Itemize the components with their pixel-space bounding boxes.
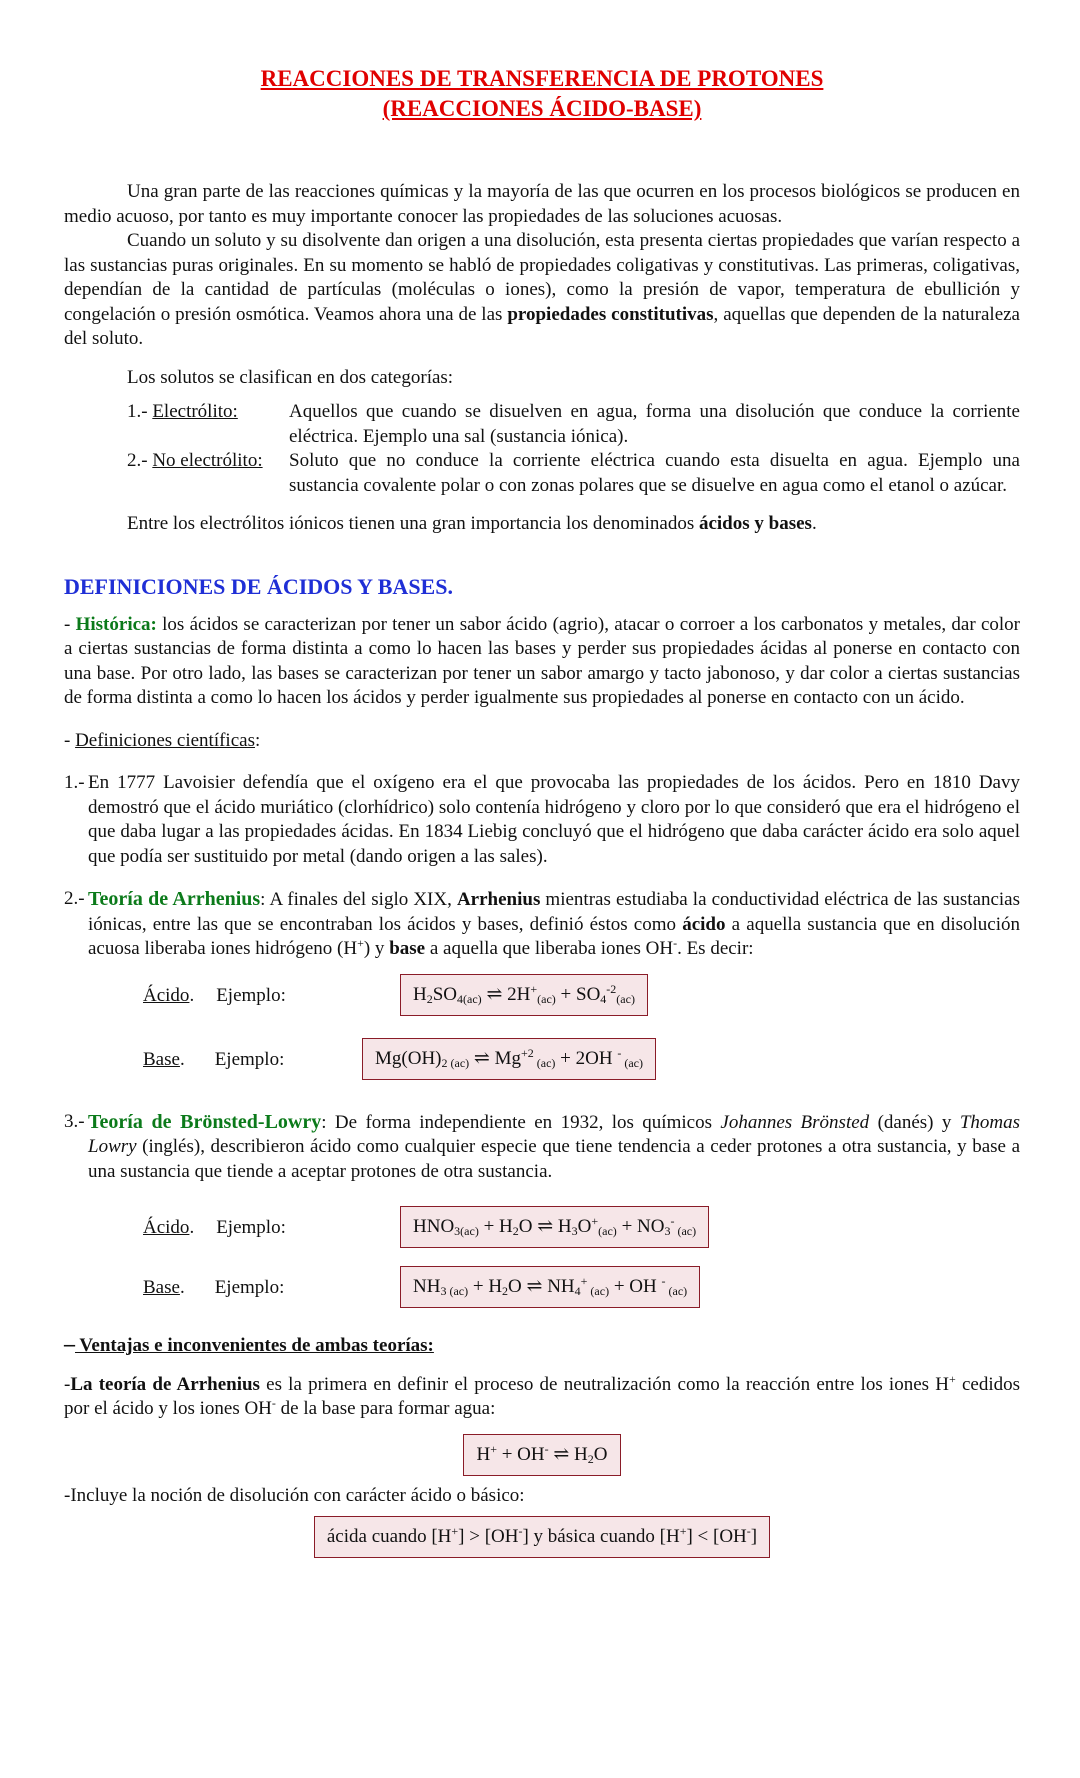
example-label — [143, 984, 286, 1009]
label-dot: . — [189, 984, 195, 1006]
ejemplo-label: Ejemplo: — [216, 1217, 286, 1238]
bronsted-acid-example — [64, 1206, 1020, 1250]
eq-sub: 3 — [664, 1224, 671, 1238]
eq-sub: 3(ac) — [454, 1224, 479, 1238]
eq-sub: (ac) — [621, 1055, 643, 1070]
definition-item-2 — [64, 887, 1020, 962]
eq-text: + 2OH — [555, 1047, 618, 1069]
historica-paragraph — [64, 613, 1020, 711]
example-label — [143, 1276, 284, 1301]
ventajas-p1-text-b: cedidos por el ácido y los iones OH — [64, 1373, 1020, 1419]
arrhenius-sup-plus: + — [357, 936, 364, 950]
intro-p4-text: Entre los electrólitos iónicos tienen una gran importancia los denominados — [127, 513, 699, 534]
eq-sup: - — [661, 1274, 666, 1288]
label-dot: . — [179, 1277, 185, 1298]
water-equation-box — [463, 1434, 620, 1476]
arrhenius-text-c: mientras estudiaba la conductividad eléctrica de las sustancias iónicas, entre las que se encontraban los ácidos y bases, definió éstos como — [88, 889, 1020, 935]
bronsted-text-e: (inglés), describieron ácido como cualquier especie que tiene tendencia a ceder protones a otra sustancia, y base a una sustancia que tiende a aceptar protones de otra sustancia. — [88, 1136, 1020, 1182]
intro-paragraph-3: Los solutos se clasifican en dos categorías: — [127, 366, 454, 388]
intro-paragraph-1: Una gran parte de las reacciones químicas y la mayoría de las que ocurren en los procesos biológicos se producen en medio acuoso, por tanto es muy importante conocer las propiedades de las soluciones acuosas. — [64, 181, 1020, 227]
eq-text: + NO — [616, 1216, 665, 1237]
eq-text: HNO — [413, 1216, 455, 1237]
eq-sup: + — [591, 1214, 599, 1228]
eq-text: ] — [750, 1526, 758, 1547]
ventajas-p1-text-a: es la primera en definir el proceso de neutralización como la reacción entre los iones H — [259, 1373, 949, 1395]
arrhenius-text-i: . Es decir: — [677, 938, 754, 959]
eq-sub: (ac) — [674, 1224, 697, 1238]
character-equation-box — [314, 1516, 770, 1558]
equation-box — [400, 974, 648, 1016]
eq-text: Mg(OH) — [375, 1047, 442, 1069]
eq-text: ] > [OH — [458, 1526, 519, 1547]
eq-sup: - — [746, 1524, 751, 1538]
arrhenius-text-f: ) y — [363, 938, 390, 959]
cientificas-heading — [64, 729, 1020, 754]
eq-sup: + — [679, 1524, 687, 1538]
arrhenius-bold-name: Arrhenius — [456, 889, 541, 910]
eq-sub: (ac) — [537, 991, 556, 1006]
ventajas-heading-text: Ventajas e inconvenientes de ambas teorías: — [75, 1335, 434, 1356]
eq-sub: 4 — [574, 1284, 581, 1298]
category-term-1 — [127, 400, 289, 449]
eq-sub: 2 (ac) — [441, 1055, 470, 1070]
eq-sup: - — [617, 1045, 622, 1060]
cientificas-colon: : — [254, 729, 261, 751]
equation-box — [400, 1206, 709, 1248]
intro-p2-end: , aquellas que dependen de la naturaleza del soluto. — [64, 303, 1020, 349]
eq-text: + SO — [555, 983, 601, 1005]
eq-sub: 2 — [587, 1451, 594, 1466]
bronsted-name: Johannes Brönsted — [720, 1111, 870, 1133]
eq-text: ⇌ H — [548, 1443, 588, 1465]
eq-sub: 2 — [512, 1224, 519, 1238]
definition-item-3 — [64, 1110, 1020, 1185]
eq-sup: -2 — [606, 981, 617, 996]
example-label — [143, 1216, 286, 1241]
solute-categories-list — [127, 400, 1020, 498]
eq-text: SO — [432, 983, 458, 1005]
item-number-2: 2.- — [64, 888, 85, 909]
page-title: REACCIONES DE TRANSFERENCIA DE PROTONES — [260, 66, 824, 91]
eq-sub: 2 — [426, 991, 433, 1006]
eq-sub: 4 — [600, 991, 607, 1006]
item-text-2 — [88, 887, 1020, 962]
category-label-2: No electrólito: — [152, 450, 263, 471]
eq-text: ácida cuando [H — [326, 1526, 452, 1547]
water-equation-row — [64, 1434, 1020, 1476]
category-label-1: Electrólito: — [152, 401, 238, 422]
section-heading-definitions: DEFINICIONES DE ÁCIDOS Y BASES. — [64, 573, 453, 599]
category-term-2 — [127, 449, 289, 498]
eq-sub: 4(ac) — [457, 991, 482, 1006]
equation-box — [362, 1038, 656, 1080]
character-equation-row — [64, 1516, 1020, 1558]
arrhenius-text-h: a aquella que liberaba iones OH — [425, 938, 674, 959]
ventajas-paragraph-1 — [64, 1373, 1020, 1422]
bronsted-label: Teoría de Brönsted-Lowry — [88, 1110, 322, 1133]
cientificas-prefix: - — [64, 729, 76, 751]
ventajas-dash: – — [64, 1331, 75, 1356]
eq-sup: - — [544, 1441, 549, 1456]
ventajas-p1-bold: La teoría de Arrhenius — [70, 1373, 260, 1395]
acido-label: Ácido — [143, 984, 190, 1006]
label-dot: . — [179, 1048, 185, 1070]
label-dot: . — [189, 1217, 195, 1238]
eq-text: O ⇌ H — [518, 1216, 572, 1237]
category-desc-1: Aquellos que cuando se disuelven en agua, forma una disolución que conduce la corriente eléctrica. Ejemplo una sal (sustancia iónica). — [289, 401, 1020, 447]
base-label: Base — [143, 1048, 180, 1070]
definition-item-1 — [64, 771, 1020, 869]
eq-text: + OH — [496, 1443, 545, 1465]
eq-text: O — [593, 1443, 608, 1465]
ejemplo-label: Ejemplo: — [216, 984, 286, 1006]
historica-prefix: - — [64, 613, 76, 635]
eq-sub: 3 — [571, 1224, 578, 1238]
item-text-1: En 1777 Lavoisier defendía que el oxígeno era el que provocaba las propiedades de los ácidos. Pero en 1810 Davy demostró que el ácido muriático (clorhídrico) solo contenía hidrógeno y cloro por lo que consideró que era el hidrógeno el que daba lugar a las propiedades ácidas. En 1834 Liebig concluyó que el hidrógeno que daba carácter ácido era solo aquel que podía ser sustituido por metal (dando origen a las sales). — [88, 772, 1020, 867]
arrhenius-label: Teoría de Arrhenius — [88, 888, 261, 910]
intro-paragraph-4 — [64, 512, 1020, 537]
arrhenius-text-e: a aquella sustancia que en disolución acuosa liberaba iones hidrógeno (H — [88, 913, 1021, 959]
eq-sub: 3 (ac) — [440, 1284, 469, 1298]
eq-sub: 2 — [502, 1284, 509, 1298]
ventajas-p1-sup-plus: + — [948, 1371, 956, 1386]
eq-text: H — [413, 983, 427, 1005]
intro-p2-text: Cuando un soluto y su disolvente dan origen a una disolución, esta presenta ciertas propiedades que varían respecto a las sustancias puras originales. En su momento se habló de propiedades coligativas y constitutivas. Las primeras, coligativas, dependían de la cantidad de partículas (moléculas o iones), como la presión de vapor, temperatura de ebullición y congelación o presión osmótica. Veamos ahora una de las — [64, 230, 1020, 325]
ventajas-p1-text-c: de la base para formar agua: — [275, 1398, 496, 1419]
ventajas-paragraph-2: -Incluye la noción de disolución con carácter ácido o básico: — [64, 1484, 525, 1506]
item-number-1: 1.- — [64, 772, 85, 793]
eq-sub: (ac) — [587, 1284, 610, 1298]
arrhenius-text-a: : A finales del siglo XIX, — [260, 889, 457, 910]
example-label — [143, 1048, 284, 1073]
bronsted-text-c: (danés) y — [869, 1111, 960, 1133]
category-num-1: 1.- — [127, 401, 153, 422]
eq-sup: - — [670, 1214, 675, 1228]
intro-p4-bold: ácidos y bases — [698, 513, 812, 534]
eq-sub: (ac) — [598, 1224, 617, 1238]
base-label: Base — [143, 1277, 180, 1298]
ventajas-heading — [64, 1332, 1020, 1359]
intro-p2-bold: propiedades constitutivas — [507, 303, 714, 325]
eq-sup: + — [530, 981, 538, 996]
eq-text: ⇌ Mg — [469, 1047, 521, 1069]
document-content — [64, 64, 1020, 1558]
category-desc-2: Soluto que no conduce la corriente eléctrica cuando esta disuelta en agua. Ejemplo una sustancia covalente polar o con zonas polares que se disuelve en agua como el etanol o azúcar. — [289, 450, 1020, 496]
eq-sup: +2 — [520, 1045, 534, 1060]
eq-text: NH — [413, 1276, 441, 1297]
item-number-3: 3.- — [64, 1110, 85, 1132]
eq-sup: - — [518, 1524, 523, 1538]
cientificas-label: Definiciones científicas — [75, 729, 255, 751]
lowry-name: Thomas Lowry — [88, 1111, 1020, 1157]
arrhenius-bold-base: base — [389, 938, 426, 959]
eq-text: + H — [468, 1276, 503, 1297]
eq-text: + OH — [609, 1276, 662, 1297]
historica-text: los ácidos se caracterizan por tener un sabor ácido (agrio), atacar o corroer a los carbonatos y metales, dar color a ciertas sustancias de forma distinta a como lo hacen las bases y perder sus propiedades ácidas al ponerse en contacto con una base. Por otro lado, las bases se caracterizan por tener un sabor amargo y tacto jabonoso, y dar color a ciertas sustancias de forma distinta a como lo hacen los ácidos y perder igualmente sus propiedades al ponerse en contacto con un ácido. — [64, 613, 1020, 708]
category-num-2: 2.- — [127, 450, 153, 471]
historica-label: Histórica: — [75, 613, 157, 635]
arrhenius-base-example — [64, 1038, 1020, 1082]
arrhenius-acid-example — [64, 974, 1020, 1018]
intro-paragraph-2 — [64, 229, 1020, 352]
equation-box — [400, 1266, 700, 1308]
acido-label: Ácido — [143, 1217, 190, 1238]
ventajas-p1-prefix: - — [64, 1373, 71, 1395]
eq-sup: + — [580, 1274, 588, 1288]
eq-sup: + — [490, 1441, 497, 1456]
eq-text: ] < [OH — [686, 1526, 747, 1547]
eq-text: ⇌ 2H — [481, 983, 531, 1005]
eq-sub: (ac) — [665, 1284, 688, 1298]
eq-text: O ⇌ NH — [508, 1276, 575, 1297]
ejemplo-label: Ejemplo: — [214, 1277, 285, 1298]
bronsted-base-example — [64, 1266, 1020, 1310]
eq-sup: + — [451, 1524, 459, 1538]
page-subtitle: (REACCIONES ÁCIDO-BASE) — [382, 96, 702, 121]
eq-text: + H — [478, 1216, 513, 1237]
arrhenius-bold-acido: ácido — [682, 913, 726, 935]
arrhenius-sup-minus: - — [673, 936, 678, 950]
eq-sub: (ac) — [616, 991, 635, 1006]
bronsted-text-a: : De forma independiente en 1932, los químicos — [321, 1111, 721, 1133]
eq-text: ] y básica cuando [H — [522, 1526, 680, 1547]
eq-sub: (ac) — [533, 1055, 556, 1070]
item-text-3 — [88, 1110, 1020, 1185]
eq-text: H — [476, 1443, 491, 1465]
intro-p4-end: . — [811, 513, 817, 534]
ejemplo-label: Ejemplo: — [214, 1048, 285, 1070]
ventajas-p1-sup-minus: - — [271, 1396, 276, 1410]
eq-text: O — [577, 1216, 592, 1237]
